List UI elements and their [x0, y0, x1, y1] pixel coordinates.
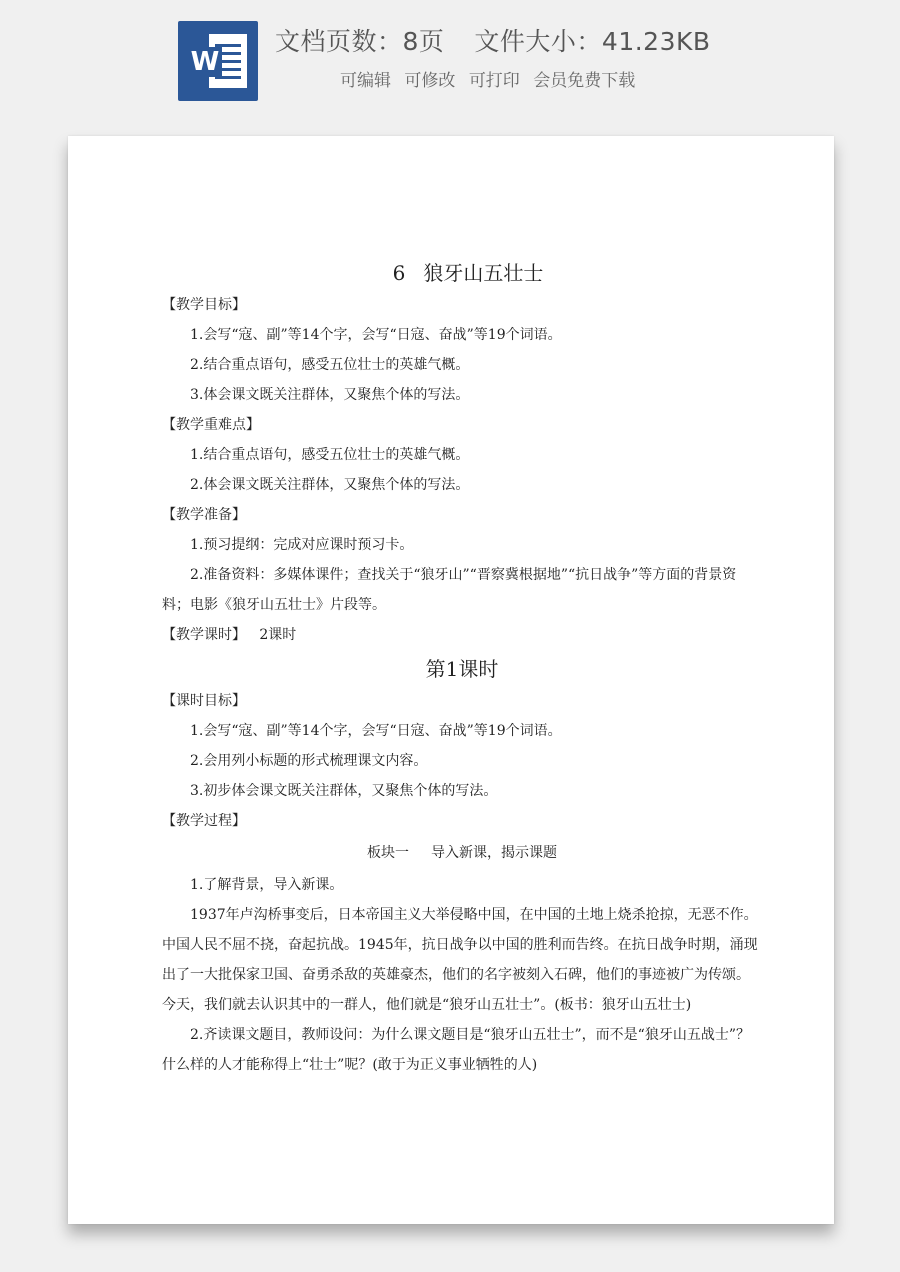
- hours-row: [162, 620, 762, 650]
- process-paragraph: 1.了解背景，导入新课。: [190, 877, 344, 893]
- goals-heading: 【教学目标】: [162, 297, 246, 313]
- goal-item: 2.结合重点语句，感受五位壮士的英雄气概。: [190, 357, 470, 373]
- goal-item: 3.体会课文既关注群体，又聚焦个体的写法。: [190, 387, 470, 403]
- process-paragraph: 1937年卢沟桥事变后，日本帝国主义大举侵略中国，在中国的土地上烧杀抢掠，无恶不作。中国人民不屈不挠，奋起抗战。1945年，抗日战争以中国的胜利而告终。在抗日战争时期，涌现出了一大批保家卫国、奋勇杀敌的英雄豪杰，他们的名字被刻入石碑，他们的事迹被广为传颂。今天，我们就去认识其中的一群人，他们就是“狼牙山五壮士”。(板书：狼牙山五壮士): [162, 907, 758, 1013]
- feature-list: [340, 66, 643, 91]
- feature-editable: 可编辑: [340, 71, 391, 91]
- word-letter: W: [188, 47, 222, 77]
- lesson-number: 6: [392, 261, 406, 285]
- block-label: 板块一: [367, 845, 409, 861]
- lesson-name: 狼牙山五壮士: [423, 261, 544, 285]
- block-name: 导入新课，揭示课题: [431, 845, 557, 861]
- file-size: 文件大小：41.23KB: [474, 27, 711, 56]
- prep-heading: 【教学准备】: [162, 507, 246, 523]
- lesson1-goal-item: 3.初步体会课文既关注群体，又聚焦个体的写法。: [190, 783, 498, 799]
- feature-modifiable: 可修改: [404, 71, 456, 91]
- lesson-title: [162, 256, 762, 290]
- feature-member-download: 会员免费下载: [533, 71, 636, 91]
- process-paragraph: 2.齐读课文题目，教师设问：为什么课文题目是“狼牙山五壮士”，而不是“狼牙山五战士”？什么样的人才能称得上“壮士”呢？(敢于为正义事业牺牲的人): [162, 1027, 750, 1073]
- goal-item: 1.会写“寇、副”等14个字，会写“日寇、奋战”等19个词语。: [190, 327, 562, 343]
- hours-heading: 【教学课时】: [162, 627, 246, 643]
- lesson1-goal-item: 1.会写“寇、副”等14个字，会写“日寇、奋战”等19个词语。: [190, 723, 562, 739]
- hours-value: 2课时: [259, 627, 297, 643]
- lesson1-goals-heading: 【课时目标】: [162, 693, 246, 709]
- word-icon: [178, 21, 258, 101]
- prep-item: 2.准备资料：多媒体课件；查找关于“狼牙山”“晋察冀根据地”“抗日战争”等方面的背景资料；电影《狼牙山五壮士》片段等。: [162, 567, 737, 613]
- download-banner: [0, 0, 900, 120]
- lesson1-goal-item: 2.会用列小标题的形式梳理课文内容。: [190, 753, 428, 769]
- feature-printable: 可打印: [468, 71, 520, 91]
- document-content: [162, 256, 762, 1080]
- block-title: [162, 836, 762, 870]
- process-heading: 【教学过程】: [162, 813, 246, 829]
- key-point-item: 2.体会课文既关注群体，又聚焦个体的写法。: [190, 477, 470, 493]
- lesson1-title: 第1课时: [425, 657, 499, 681]
- key-points-heading: 【教学重难点】: [162, 417, 260, 433]
- file-meta: [275, 22, 711, 58]
- document-page: [68, 136, 834, 1224]
- prep-item: 1.预习提纲：完成对应课时预习卡。: [190, 537, 414, 553]
- key-point-item: 1.结合重点语句，感受五位壮士的英雄气概。: [190, 447, 470, 463]
- page-count: 文档页数：8页: [275, 27, 445, 56]
